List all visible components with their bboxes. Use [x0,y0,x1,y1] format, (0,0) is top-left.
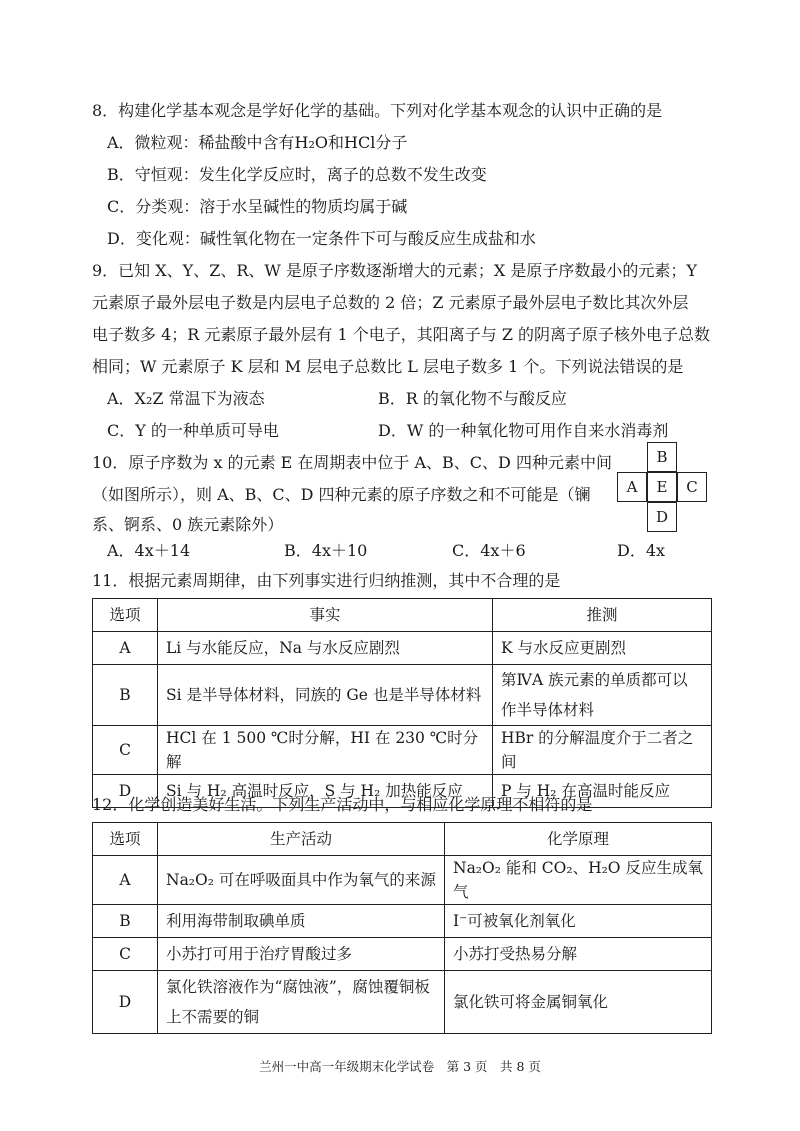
option-cell: A [93,632,158,665]
fact-cell: HCl 在 1 500 ℃时分解，HI 在 230 ℃时分解 [158,726,493,775]
header-cell: 生产活动 [158,823,445,856]
q9-option-d: D．W 的一种氧化物可用作自来水消毒剂 [378,421,669,440]
table-row [93,905,712,938]
cell-b: B [647,442,677,472]
q9-option-a: A．X₂Z 常温下为液态 [107,389,265,408]
option-cell: D [93,971,158,1034]
option-cell: C [93,726,158,775]
q10-option-a: A．4x＋14 [107,541,191,560]
inference-cell: K 与水反应更剧烈 [493,632,712,665]
table-row [93,938,712,971]
q10-option-d: D．4x [617,541,666,560]
fact-cell: Li 与水能反应，Na 与水反应剧烈 [158,632,493,665]
principle-cell: 小苏打受热易分解 [445,938,712,971]
q11-table [92,598,712,808]
q10-option-b: B．4x＋10 [284,541,368,560]
q12-stem: 12．化学创造美好生活。下列生产活动中，与相应化学原理不相符的是 [92,795,593,814]
q8-option-a: A．微粒观：稀盐酸中含有H₂O和HCl分子 [107,133,408,152]
header-cell: 选项 [93,823,158,856]
q10-stem-line3: 系、锕系、0 族元素除外） [92,515,284,534]
header-cell: 事实 [158,599,493,632]
inference-cell: P 与 H₂ 在高温时能反应 [493,775,712,808]
option-cell: B [93,905,158,938]
q9-option-b: B．R 的氧化物不与酸反应 [378,389,567,408]
q8-option-c: C．分类观：溶于水呈碱性的物质均属于碱 [107,197,408,216]
q9-stem-line1: 9．已知 X、Y、Z、R、W 是原子序数逐渐增大的元素；X 是原子序数最小的元素；Y [92,261,697,280]
table-header-row [93,823,712,856]
table-row [93,726,712,775]
q10-stem-line1: 10．原子序数为 x 的元素 E 在周期表中位于 A、B、C、D 四种元素中间 [92,453,612,472]
fact-cell: Si 是半导体材料，同族的 Ge 也是半导体材料 [158,665,493,726]
cell-e: E [647,472,677,502]
principle-cell: Na₂O₂ 能和 CO₂、H₂O 反应生成氧气 [445,856,712,905]
option-cell: A [93,856,158,905]
q9-option-c: C．Y 的一种单质可导电 [107,421,279,440]
cell-d: D [647,502,677,532]
inference-cell: HBr 的分解温度介于二者之间 [493,726,712,775]
header-cell: 化学原理 [445,823,712,856]
q8-option-b: B．守恒观：发生化学反应时，离子的总数不发生改变 [107,165,487,184]
table-header-row [93,599,712,632]
q8-stem: 8．构建化学基本观念是学好化学的基础。下列对化学基本观念的认识中正确的是 [92,101,663,120]
q10-option-c: C．4x＋6 [452,541,526,560]
activity-cell: 小苏打可用于治疗胃酸过多 [158,938,445,971]
table-row [93,665,712,726]
q9-stem-line2: 元素原子最外层电子数是内层电子总数的 2 倍；Z 元素原子最外层电子数比其次外层 [92,293,689,312]
fact-cell: Si 与 H₂ 高温时反应，S 与 H₂ 加热能反应 [158,775,493,808]
q9-stem-line3: 电子数多 4；R 元素原子最外层有 1 个电子，其阳离子与 Z 的阴离子原子核外电子总数 [92,325,711,344]
q10-stem-line2: （如图所示），则 A、B、C、D 四种元素的原子序数之和不可能是（镧 [92,485,591,504]
activity-cell: 氯化铁溶液作为“腐蚀液”，腐蚀覆铜板上不需要的铜 [158,971,445,1034]
principle-cell: 氯化铁可将金属铜氧化 [445,971,712,1034]
q9-stem-line4: 相同；W 元素原子 K 层和 M 层电子总数比 L 层电子数多 1 个。下列说法错误的是 [92,357,684,376]
cell-a: A [617,472,647,502]
table-row [93,971,712,1034]
option-cell: D [93,775,158,808]
page-footer: 兰州一中高一年级期末化学试卷 第 3 页 共 8 页 [259,1059,541,1074]
q8-option-d: D．变化观：碱性氧化物在一定条件下可与酸反应生成盐和水 [107,229,536,248]
option-cell: C [93,938,158,971]
q11-stem: 11．根据元素周期律，由下列事实进行归纳推测，其中不合理的是 [92,571,561,590]
activity-cell: Na₂O₂ 可在呼吸面具中作为氧气的来源 [158,856,445,905]
cell-c: C [677,472,707,502]
table-row [93,632,712,665]
inference-cell: 第ⅣA 族元素的单质都可以作半导体材料 [493,665,712,726]
header-cell: 选项 [93,599,158,632]
principle-cell: I⁻可被氧化剂氧化 [445,905,712,938]
activity-cell: 利用海带制取碘单质 [158,905,445,938]
header-cell: 推测 [493,599,712,632]
table-row [93,856,712,905]
q12-table [92,822,712,1034]
option-cell: B [93,665,158,726]
